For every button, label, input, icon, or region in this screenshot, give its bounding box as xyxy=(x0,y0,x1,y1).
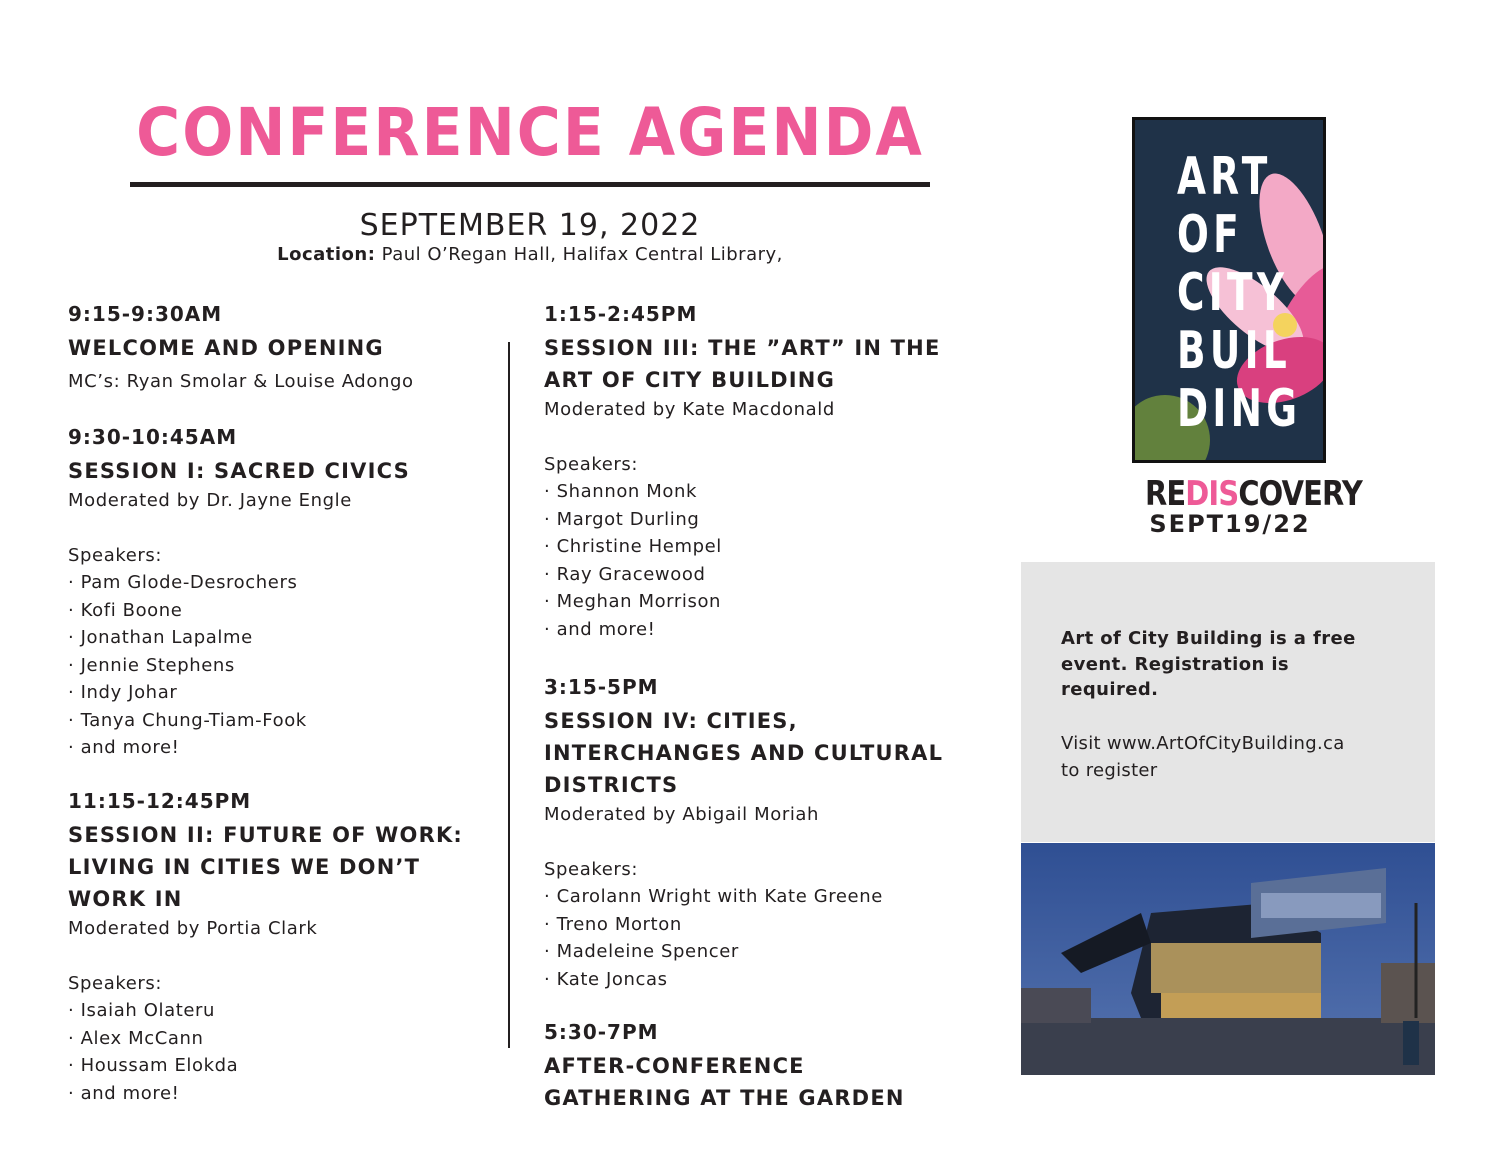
session-welcome xyxy=(68,302,508,396)
session-heading: LIVING IN CITIES WE DON’T xyxy=(68,855,421,879)
session-after xyxy=(544,1020,984,1114)
speaker-item: · Tanya Chung-Tiam-Fook xyxy=(68,709,307,731)
session-time: 9:30-10:45AM xyxy=(68,425,238,449)
speakers-label: Speakers: xyxy=(544,858,639,880)
speaker-item: · Shannon Monk xyxy=(544,481,698,502)
poster-line: ART xyxy=(1177,147,1272,207)
visit-text xyxy=(1061,730,1421,784)
session-time: 3:15-5PM xyxy=(544,675,659,699)
speaker-item: · Jennie Stephens xyxy=(68,654,235,676)
poster-line: CITY xyxy=(1177,263,1289,323)
session-heading: WORK IN xyxy=(68,887,183,911)
session-time: 1:15-2:45PM xyxy=(544,302,698,326)
session-mcs: MC’s: Ryan Smolar & Louise Adongo xyxy=(68,371,414,392)
session-heading: SESSION IV: CITIES, xyxy=(544,709,798,733)
session-time: 9:15-9:30AM xyxy=(68,302,223,326)
speaker-item: · Madeleine Spencer xyxy=(544,941,739,962)
speaker-item: · Meghan Morrison xyxy=(544,591,722,612)
visit-register: to register xyxy=(1061,760,1158,781)
visit-link[interactable]: Visit www.ArtOfCityBuilding.ca xyxy=(1061,733,1345,754)
speaker-item: · and more! xyxy=(68,737,180,758)
event-date: SEPTEMBER 19, 2022 xyxy=(359,208,701,243)
speaker-item: · Alex McCann xyxy=(68,1027,204,1049)
speakers-label: Speakers: xyxy=(68,544,163,566)
session-one xyxy=(68,425,508,762)
speakers-label: Speakers: xyxy=(68,972,163,994)
poster-date: SEPT19/22 xyxy=(1149,510,1311,538)
poster-title xyxy=(1177,148,1301,438)
library-photo xyxy=(1021,843,1435,1075)
rediscovery-part: DIS xyxy=(1185,474,1239,514)
session-moderator: Moderated by Abigail Moriah xyxy=(544,804,820,825)
speaker-item: · Houssam Elokda xyxy=(68,1055,239,1076)
session-moderator: Moderated by Portia Clark xyxy=(68,918,318,939)
session-time: 5:30-7PM xyxy=(544,1020,659,1044)
session-heading: AFTER-CONFERENCE xyxy=(544,1054,805,1078)
session-four xyxy=(544,675,994,993)
poster-line: BUIL xyxy=(1177,321,1292,381)
speaker-item: · Kate Joncas xyxy=(544,968,668,990)
rediscovery-part: COVERY xyxy=(1238,474,1362,514)
session-heading: SESSION I: SACRED CIVICS xyxy=(68,459,410,483)
poster-line: OF xyxy=(1177,205,1244,265)
session-heading: SESSION II: FUTURE OF WORK: xyxy=(68,823,464,847)
free-event-text: Art of City Building is a free event. Registration is required. xyxy=(1061,628,1356,700)
session-heading: DISTRICTS xyxy=(544,773,679,797)
session-two xyxy=(68,789,498,1107)
page-title: CONFERENCE AGENDA xyxy=(136,94,924,172)
session-heading: GATHERING AT THE GARDEN xyxy=(544,1086,905,1110)
location-value: Paul O’Regan Hall, Halifax Central Library, xyxy=(381,244,783,265)
session-time: 11:15-12:45PM xyxy=(68,789,252,813)
speaker-item: · Christine Hempel xyxy=(544,536,722,557)
speaker-item: · Jonathan Lapalme xyxy=(68,627,253,648)
session-moderator: Moderated by Dr. Jayne Engle xyxy=(68,490,352,511)
event-poster xyxy=(1132,117,1326,463)
speaker-item: · Pam Glode-Desrochers xyxy=(68,572,298,593)
speaker-item: · Indy Johar xyxy=(68,682,178,703)
speaker-item: · Ray Gracewood xyxy=(544,563,706,585)
speaker-item: · Isaiah Olateru xyxy=(68,1000,216,1021)
speaker-item: · Carolann Wright with Kate Greene xyxy=(544,886,883,907)
session-heading: INTERCHANGES AND CULTURAL xyxy=(544,741,944,765)
speaker-item: · Margot Durling xyxy=(544,508,700,530)
session-moderator: Moderated by Kate Macdonald xyxy=(544,399,835,420)
speaker-item: · Kofi Boone xyxy=(68,599,183,621)
speaker-item: · and more! xyxy=(68,1082,180,1104)
session-heading: ART OF CITY BUILDING xyxy=(544,368,836,392)
title-rule xyxy=(130,182,930,187)
speakers-label: Speakers: xyxy=(544,453,639,475)
column-divider xyxy=(508,342,510,1048)
session-heading: WELCOME AND OPENING xyxy=(68,336,384,360)
session-three xyxy=(544,302,984,643)
rediscovery-part: RE xyxy=(1145,474,1186,514)
speaker-item: · and more! xyxy=(544,618,656,640)
speaker-item: · Treno Morton xyxy=(544,913,682,935)
location-label: Location: xyxy=(277,244,376,265)
poster-line: DING xyxy=(1177,379,1302,439)
event-location xyxy=(130,244,930,265)
rediscovery-logo xyxy=(1145,474,1362,514)
session-heading: SESSION III: THE ”ART” IN THE xyxy=(544,336,941,360)
